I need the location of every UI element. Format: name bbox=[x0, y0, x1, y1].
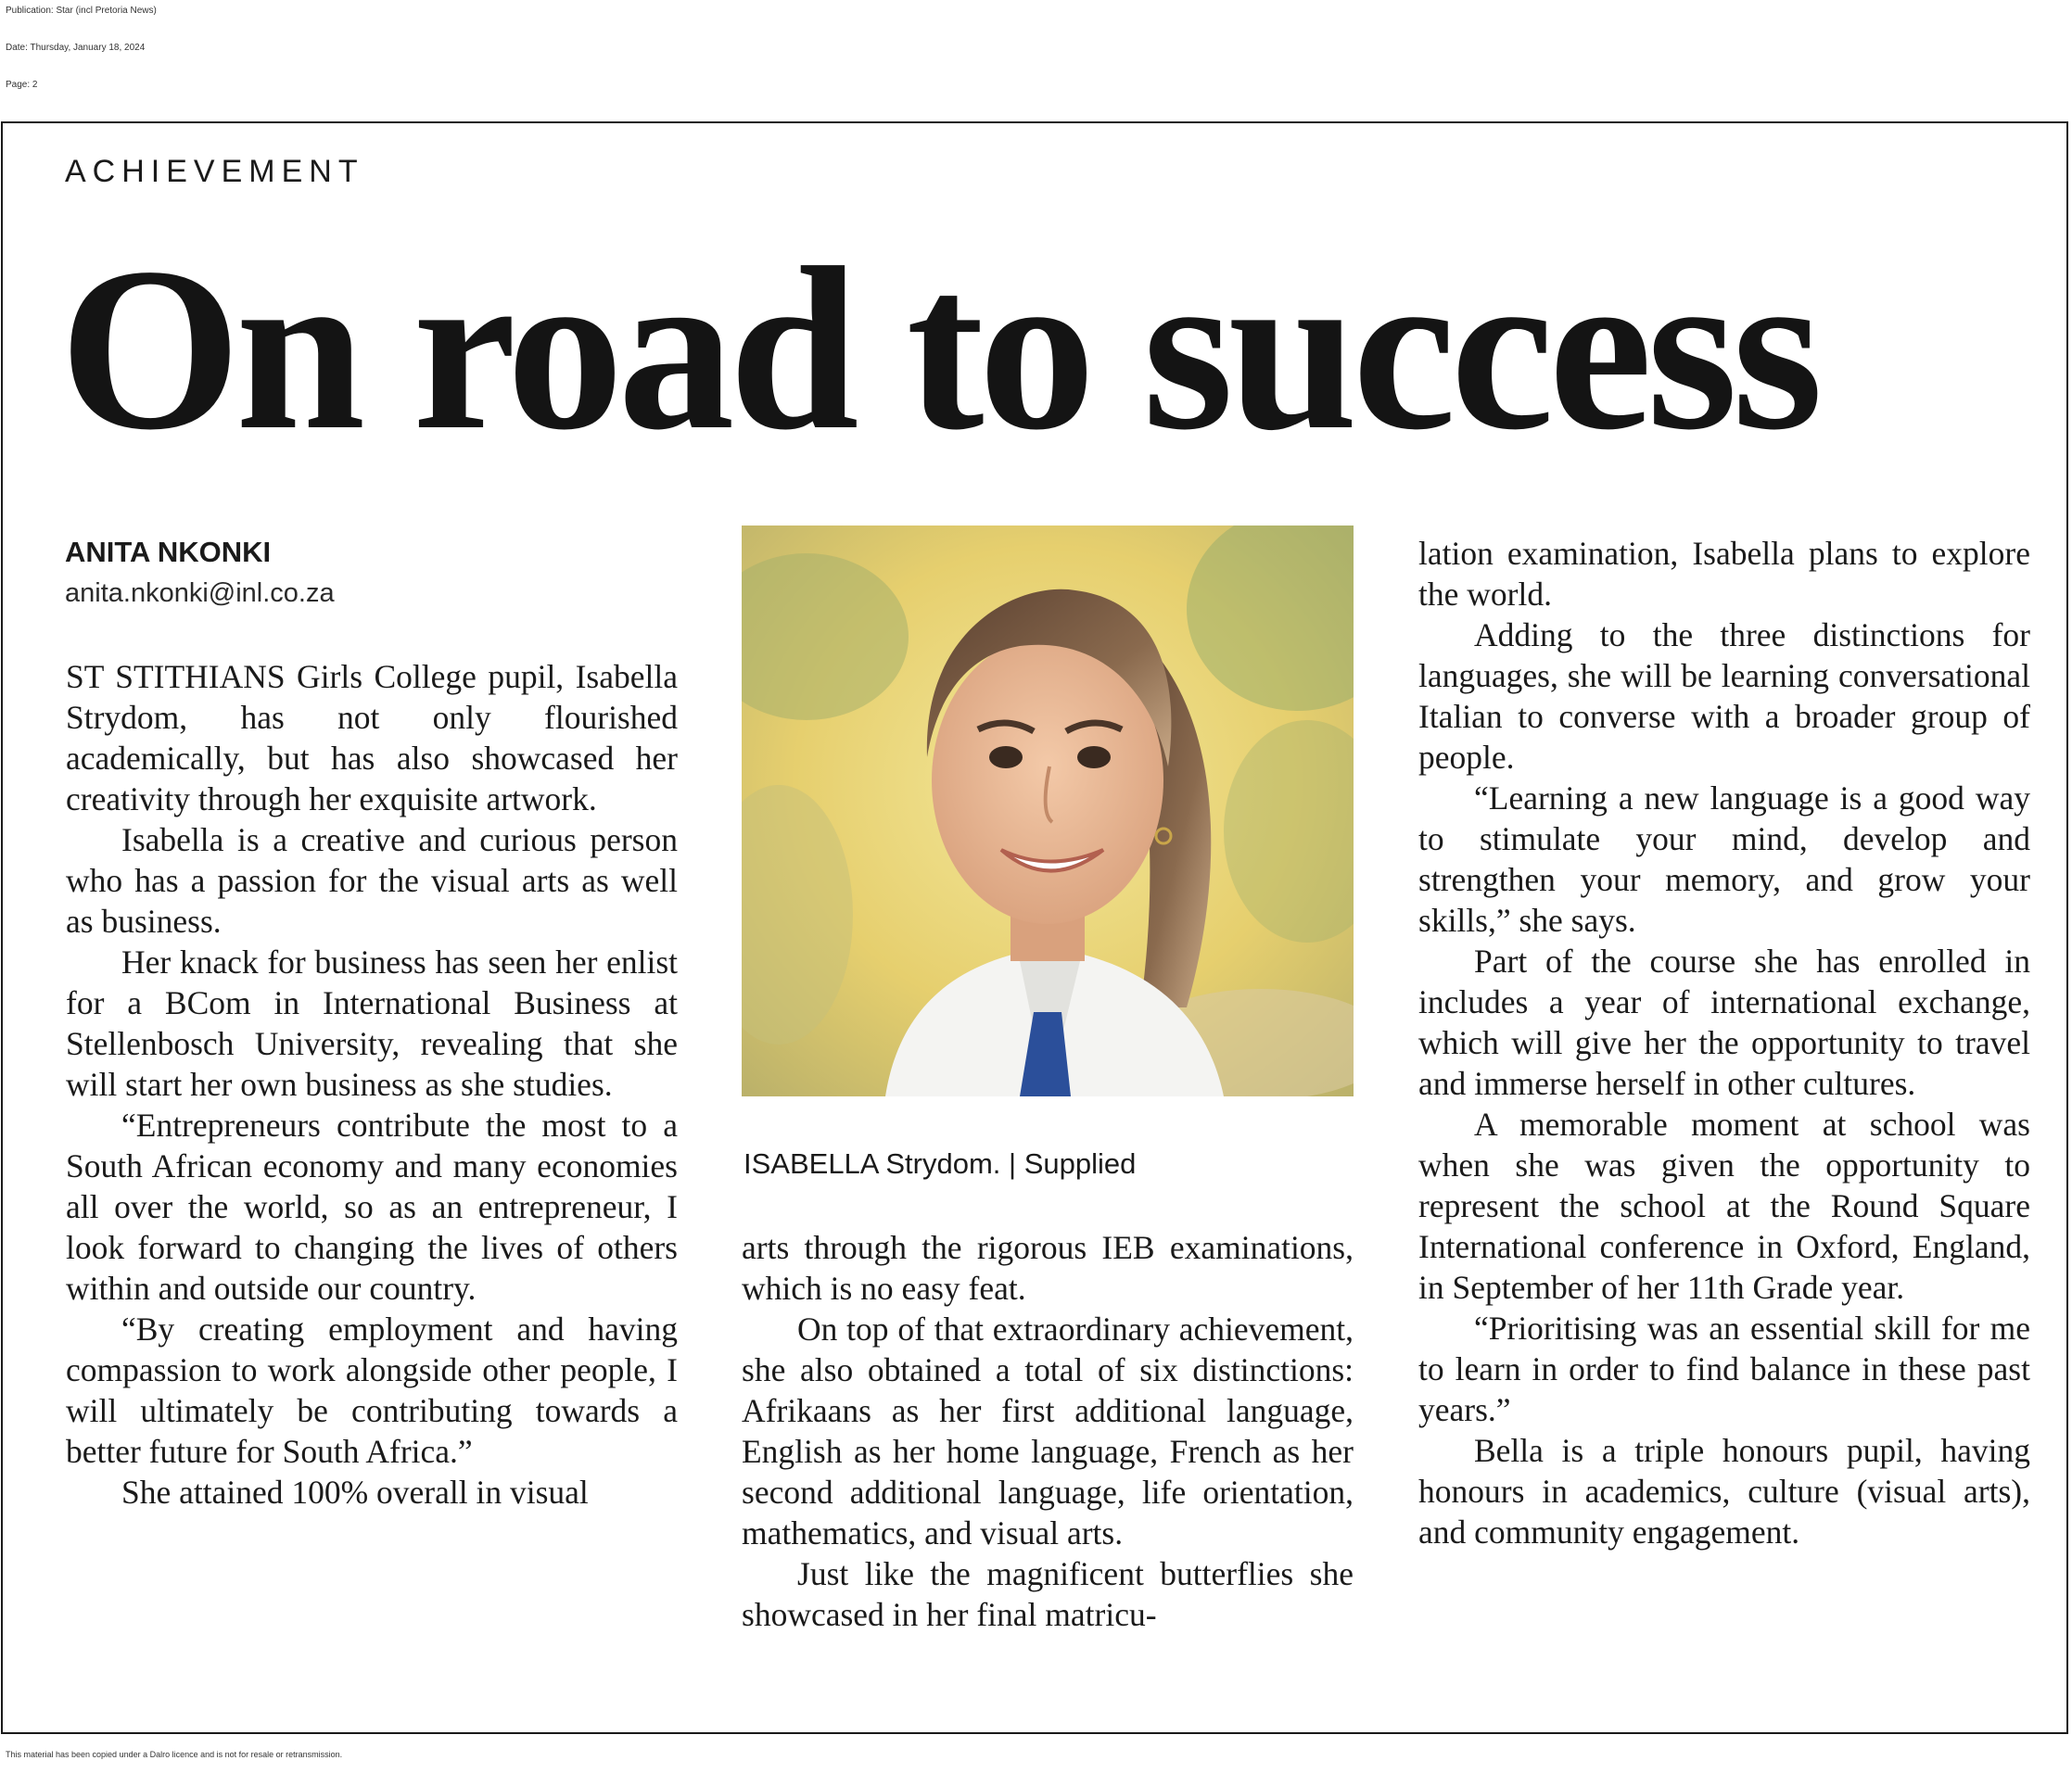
paragraph: lation examination, Isabella plans to explore the world. bbox=[1418, 535, 2030, 613]
paragraph: Isabella is a creative and curious person who has a passion for the visual arts as well as business. bbox=[66, 821, 678, 940]
paragraph: She attained 100% overall in visual bbox=[121, 1474, 589, 1511]
paragraph: Her knack for business has seen her enlist for a BCom in International Business at Stellenbosch University, revealing that she will start her own business as she studies. bbox=[66, 943, 678, 1103]
portrait-photo bbox=[742, 526, 1354, 1096]
paragraph: Just like the magnificent butterflies she showcased in her final matricu- bbox=[742, 1555, 1354, 1633]
paragraph: “Learning a new language is a good way to stimulate your mind, develop and strengthen your memory, and grow your skills,” she says. bbox=[1418, 779, 2030, 939]
headline: On road to success bbox=[59, 219, 1818, 478]
paragraph: ST STITHIANS Girls College pupil, Isabella Strydom, has not only flourished academically, but has also showcased her creativity through her exquisite artwork. bbox=[66, 658, 678, 817]
paragraph: Part of the course she has enrolled in includes a year of international exchange, which will give her the opportunity to travel and immerse herself in other cultures. bbox=[1418, 943, 2030, 1102]
photo-caption bbox=[744, 1147, 1136, 1181]
page-label: Page: 2 bbox=[6, 80, 38, 90]
paragraph: On top of that extraordinary achievement, she also obtained a total of six distinctions: Afrikaans as her first additional language, English as her home language, French as her second additional language, life orientation, mathematics, and visual arts. bbox=[742, 1311, 1354, 1551]
paragraph: “By creating employment and having compassion to work alongside other people, I will ultimately be contributing towards a better future for South Africa.” bbox=[66, 1311, 678, 1470]
caption-name: ISABELLA Strydom. bbox=[744, 1147, 1001, 1180]
date-label: Date: Thursday, January 18, 2024 bbox=[6, 43, 146, 53]
paragraph: A memorable moment at school was when she was given the opportunity to represent the school at the Round Square International conference in Oxford, England, in September of her 11th Grade year. bbox=[1418, 1106, 2030, 1306]
paragraph: “Entrepreneurs contribute the most to a South African economy and many economies all over the world, so as an entrepreneur, I look forward to changing the lives of others within and outside our country. bbox=[66, 1107, 678, 1307]
paragraph: Bella is a triple honours pupil, having honours in academics, culture (visual arts), and community engagement. bbox=[1418, 1432, 2030, 1551]
caption-credit: | Supplied bbox=[1009, 1147, 1137, 1180]
paragraph: arts through the rigorous IEB examinations, which is no easy feat. bbox=[742, 1229, 1354, 1307]
article-column-3 bbox=[1418, 533, 2030, 1552]
section-kicker: ACHIEVEMENT bbox=[65, 154, 364, 189]
licence-note: This material has been copied under a Dalro licence and is not for resale or retransmission. bbox=[6, 1750, 343, 1759]
paragraph: “Prioritising was an essential skill for me to learn in order to find balance in these past years.” bbox=[1418, 1310, 2030, 1428]
article-column-1 bbox=[66, 656, 678, 1513]
author-email: anita.nkonki@inl.co.za bbox=[65, 578, 335, 608]
paragraph: Adding to the three distinctions for languages, she will be learning conversational Italian to converse with a broader group of people. bbox=[1418, 616, 2030, 776]
publication-label: Publication: Star (incl Pretoria News) bbox=[6, 6, 157, 16]
author-name: ANITA NKONKI bbox=[65, 536, 272, 568]
article-column-2 bbox=[742, 1227, 1354, 1635]
